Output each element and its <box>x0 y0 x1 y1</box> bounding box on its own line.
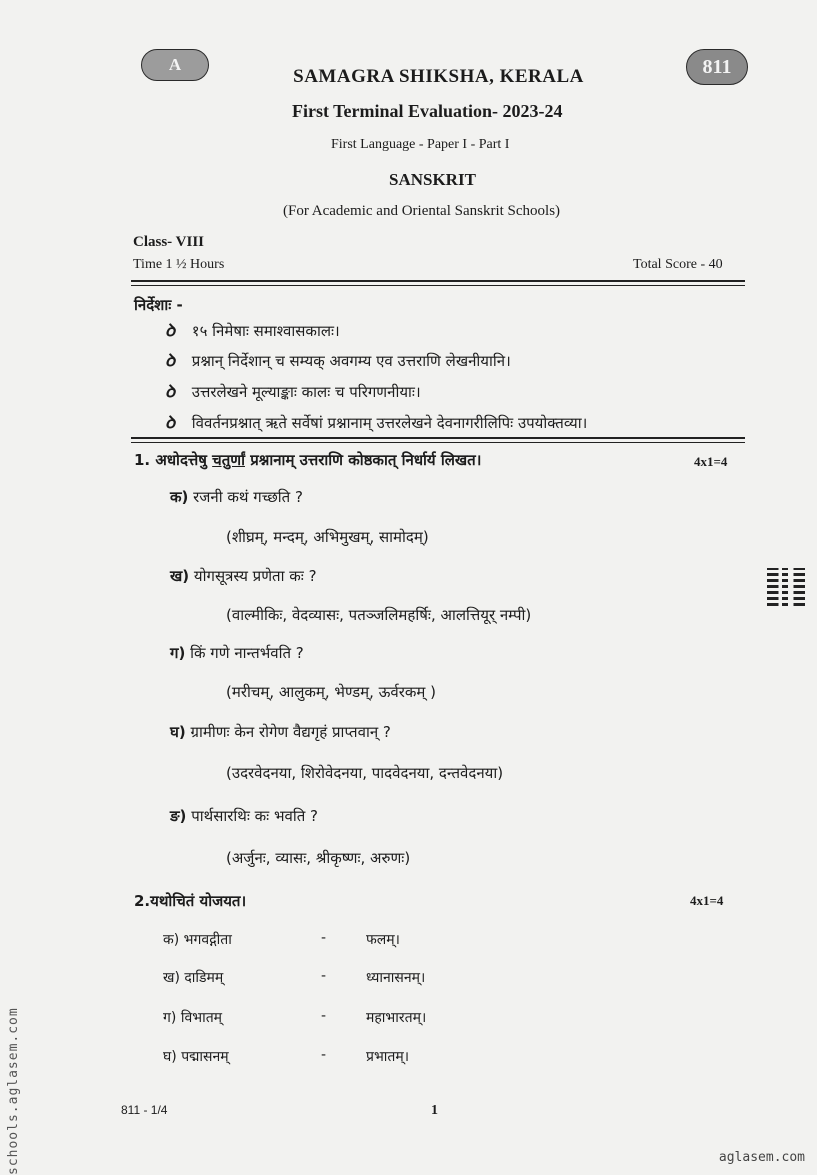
question-2-heading: 2.यथोचितं योजयत। <box>134 892 247 910</box>
match-row: ख) दाडिमम् - ध्यानासनम्। <box>163 968 426 986</box>
paper-code-badge: 811 <box>686 49 748 85</box>
q1-item: घ) ग्रामीणः केन रोगेण वैद्यगृहं प्राप्तवान् ? <box>170 723 391 741</box>
instructions-rule-bottom <box>131 442 745 443</box>
question-2-marks: 4x1=4 <box>690 893 724 908</box>
side-watermark: schools.aglasem.com <box>6 1007 21 1175</box>
header-rule-top <box>131 280 745 282</box>
header-rule-bottom <box>131 285 745 286</box>
q1-item: क) रजनी कथं गच्छति ? <box>170 488 303 506</box>
instructions-rule-top <box>131 437 745 439</box>
bullet-mark-icon: ꝺ <box>165 321 176 341</box>
instruction-item: ꝺ उत्तरलेखने मूल्याङ्काः कालः च परिगणनीयाः। <box>165 379 421 402</box>
class-label: Class- VIII <box>133 234 204 250</box>
q1-item: ङ) पार्थसारथिः कः भवति ? <box>170 807 318 825</box>
q1-options: (उदरवेदनया, शिरोवेदनया, पादवेदनया, दन्तवेदनया) <box>226 764 504 782</box>
q1-options: (मरीचम्, आलुकम्, भेण्डम्, ऊर्वरकम् ) <box>226 683 436 701</box>
site-watermark: aglasem.com <box>718 1150 805 1165</box>
page-number: 1 <box>431 1103 438 1118</box>
exam-title: First Terminal Evaluation- 2023-24 <box>292 101 563 121</box>
set-badge: A <box>141 49 209 81</box>
org-title: SAMAGRA SHIKSHA, KERALA <box>293 66 584 87</box>
subject-title: SANSKRIT <box>389 170 476 189</box>
match-row: क) भगवद्गीता - फलम्। <box>163 930 400 948</box>
q1-options: (वाल्मीकिः, वेदव्यासः, पतञ्जलिमहर्षिः, आलत्तियूर् नम्पी) <box>226 606 532 624</box>
q1-item: ग) किं गणे नान्तर्भवति ? <box>170 644 304 662</box>
qr-code-icon <box>767 568 805 606</box>
q1-options: (शीघ्रम्, मन्दम्, अभिमुखम्, सामोदम्) <box>226 528 429 546</box>
bullet-mark-icon: ꝺ <box>165 351 176 371</box>
match-row: ग) विभातम् - महाभारतम्। <box>163 1008 427 1026</box>
q1-options: (अर्जुनः, व्यासः, श्रीकृष्णः, अरुणः) <box>226 849 411 867</box>
bullet-mark-icon: ꝺ <box>165 382 176 402</box>
schools-note: (For Academic and Oriental Sanskrit Schools) <box>283 203 561 219</box>
question-1-marks: 4x1=4 <box>694 454 728 469</box>
total-score: Total Score - 40 <box>633 257 723 272</box>
time-label: Time 1 ½ Hours <box>133 257 225 272</box>
match-row: घ) पद्मासनम् - प्रभातम्। <box>163 1047 410 1065</box>
paper-title: First Language - Paper I - Part I <box>331 137 510 152</box>
page-code: 811 - 1/4 <box>121 1103 168 1117</box>
instruction-item: ꝺ १५ निमेषाः समाश्वासकालः। <box>165 318 340 341</box>
question-1-heading: 1. अधोदत्तेषु चतुर्णां प्रश्नानाम् उत्तराणि कोष्ठकात् निर्धार्य लिखत। <box>134 451 482 469</box>
bullet-mark-icon: ꝺ <box>165 413 176 433</box>
instructions-heading: निर्देशाः - <box>134 296 183 314</box>
instruction-item: ꝺ प्रश्नान् निर्देशान् च सम्यक् अवगम्य एव उत्तराणि लेखनीयानि। <box>165 348 511 371</box>
q1-item: ख) योगसूत्रस्य प्रणेता कः ? <box>170 567 317 585</box>
instruction-item: ꝺ विवर्तनप्रश्नात् ऋते सर्वेषां प्रश्नानाम् उत्तरलेखने देवनागरीलिपिः उपयोक्तव्या। <box>165 410 587 433</box>
